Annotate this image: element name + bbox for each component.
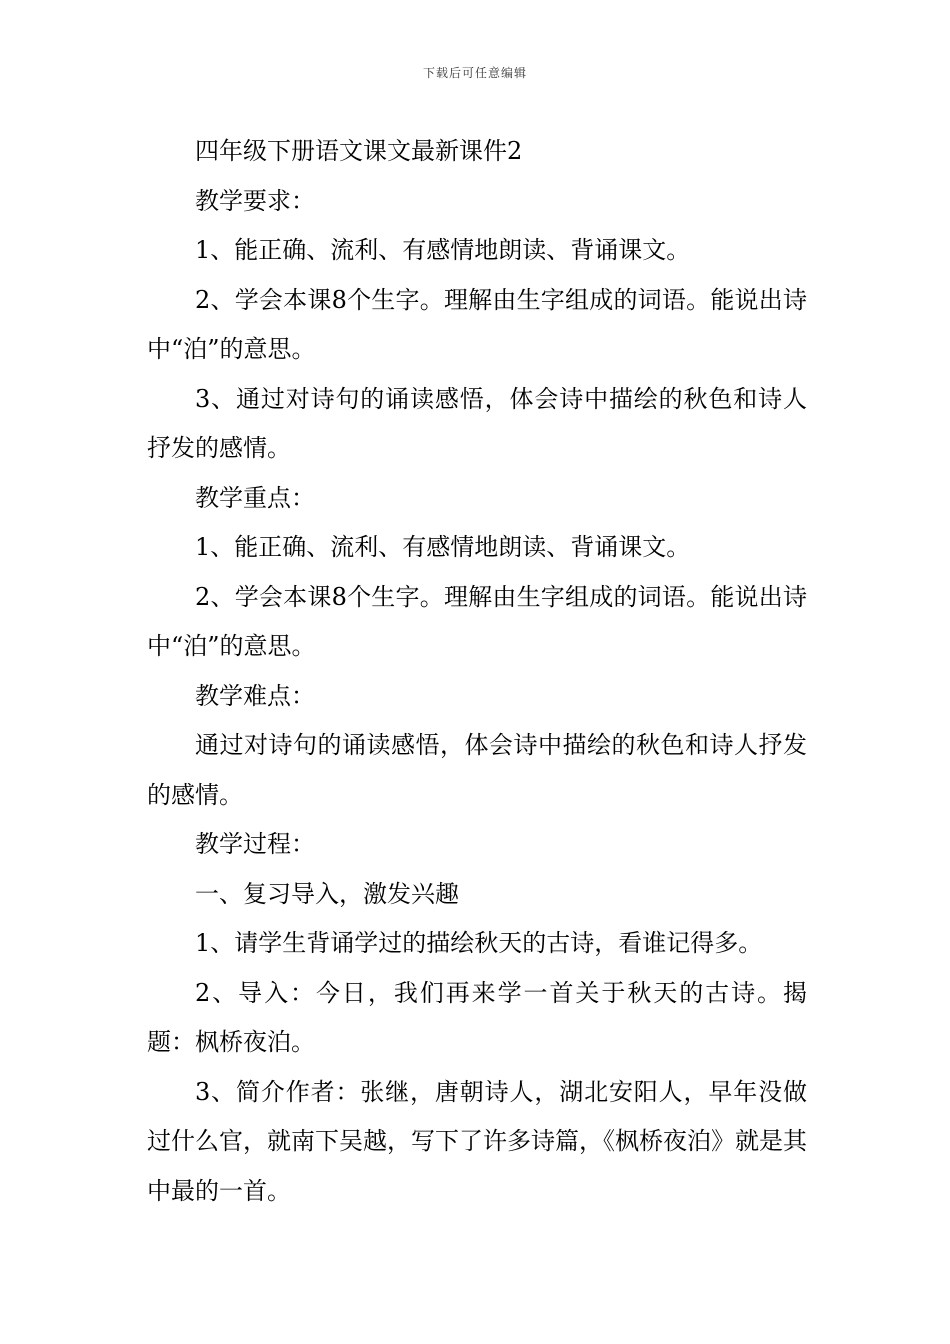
section-one-step: 1、请学生背诵学过的描绘秋天的古诗，看谁记得多。: [195, 929, 763, 957]
requirement-item: 3、通过对诗句的诵读感悟，体会诗中描绘的秋色和诗人抒发的感情。: [147, 384, 807, 462]
section-one-step: 2、导入：今日，我们再来学一首关于秋天的古诗。揭题：枫桥夜泊。: [147, 978, 807, 1056]
document-body: [147, 127, 807, 1216]
key-point-item: 2、学会本课8个生字。理解由生字组成的词语。能说出诗中“泊”的意思。: [147, 582, 807, 660]
difficulty-heading: 教学难点：: [195, 681, 315, 710]
process-heading: 教学过程：: [195, 830, 315, 858]
requirement-item: 1、能正确、流利、有感情地朗读、背诵课文。: [195, 236, 691, 264]
section-one-heading: 一、复习导入，激发兴趣: [195, 879, 459, 908]
document-title: 四年级下册语文课文最新课件2: [195, 137, 523, 165]
key-points-heading: 教学重点：: [195, 483, 315, 512]
requirements-heading: 教学要求：: [195, 186, 315, 215]
difficulty-text: 通过对诗句的诵读感悟，体会诗中描绘的秋色和诗人抒发的感情。: [147, 731, 807, 809]
section-one-step: 3、简介作者：张继，唐朝诗人，湖北安阳人，早年没做过什么官，就南下吴越，写下了许多诗篇，《枫桥夜泊》就是其中最的一首。: [147, 1077, 807, 1205]
key-point-item: 1、能正确、流利、有感情地朗读、背诵课文。: [195, 533, 691, 561]
header-note: 下载后可任意编辑: [422, 66, 527, 80]
requirement-item: 2、学会本课8个生字。理解由生字组成的词语。能说出诗中“泊”的意思。: [147, 285, 807, 363]
